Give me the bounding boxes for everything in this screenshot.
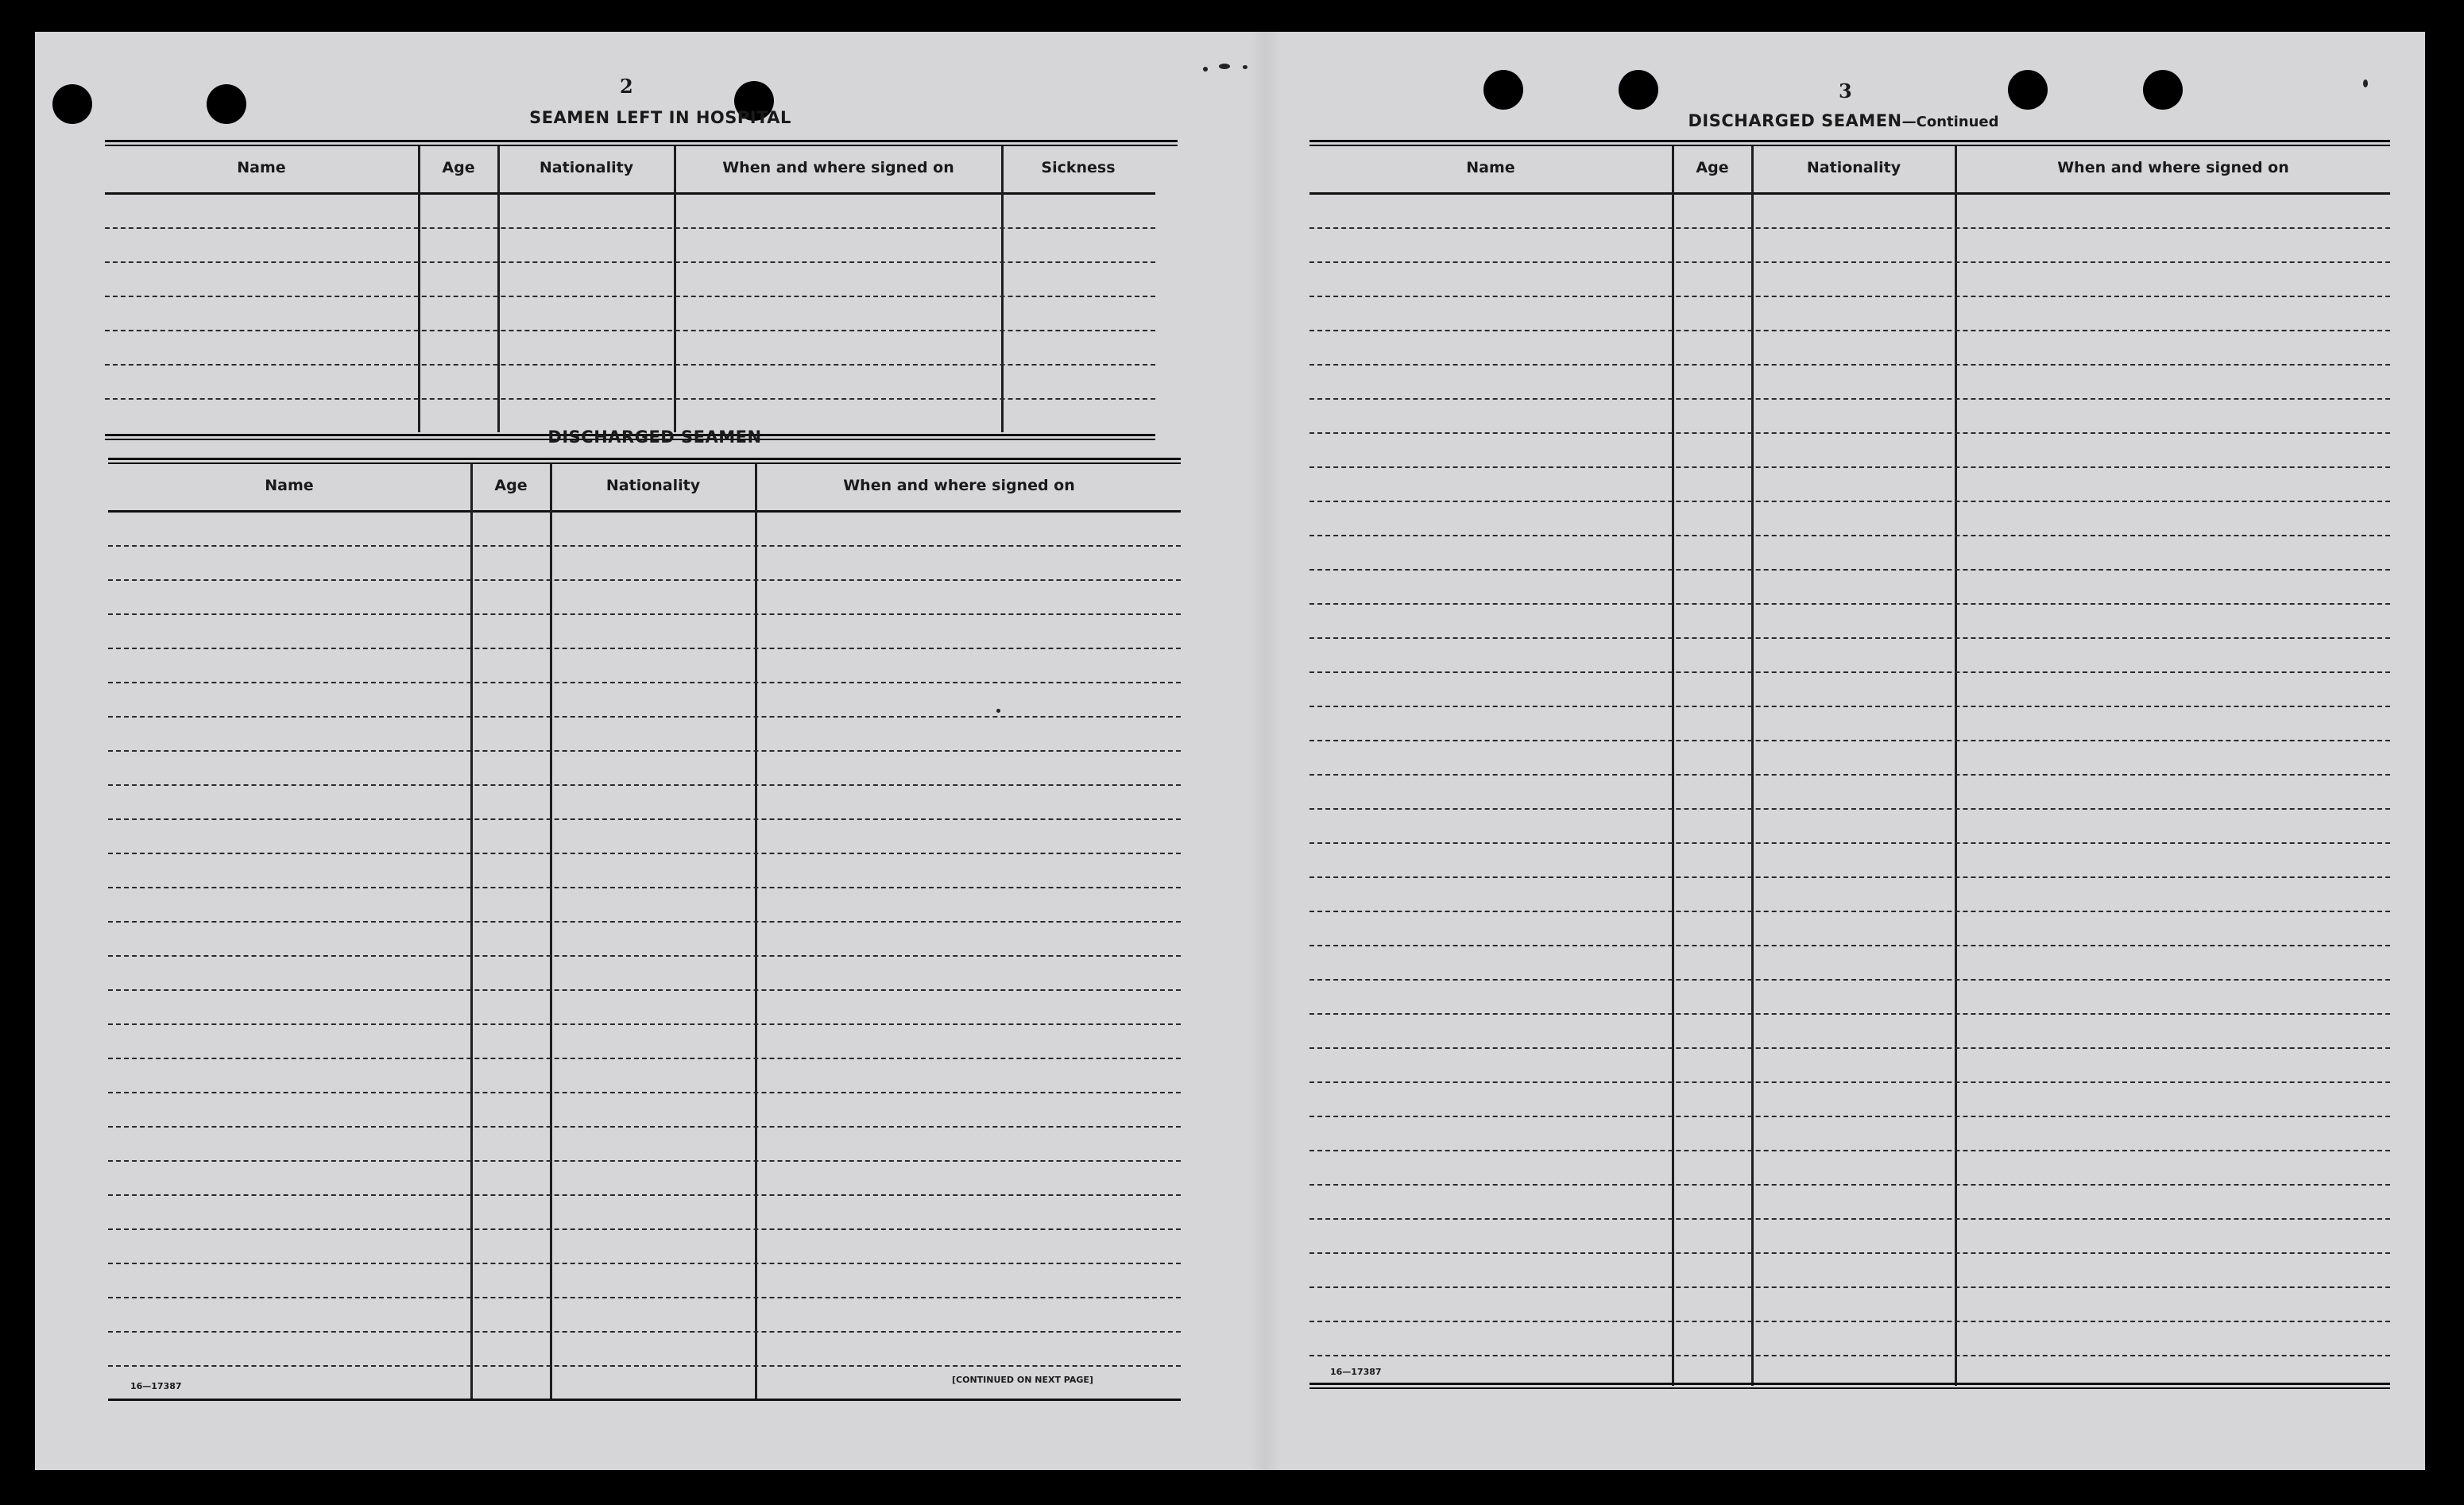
- discharged-section-title: DISCHARGED SEAMEN: [547, 428, 762, 447]
- continued-bottom-rule: [1309, 1383, 2390, 1385]
- table-row: [108, 648, 1181, 649]
- table-row: [108, 955, 1181, 957]
- continued-col-age: Age: [1696, 159, 1729, 176]
- table-row: [1309, 466, 2390, 468]
- table-row: [1309, 1047, 2390, 1049]
- table-row: [105, 364, 1155, 366]
- table-row: [108, 579, 1181, 581]
- column-divider: [755, 464, 757, 1399]
- hospital-col-age: Age: [442, 159, 475, 176]
- table-row: [1309, 979, 2390, 981]
- table-row: [108, 750, 1181, 752]
- continued-header-rule: [1309, 192, 2390, 195]
- table-row: [1309, 945, 2390, 946]
- column-divider: [674, 146, 676, 432]
- discharged-col-name: Name: [265, 477, 314, 494]
- table-row: [1309, 501, 2390, 502]
- table-row: [1309, 808, 2390, 810]
- punch-hole: [52, 84, 92, 124]
- punch-hole: [207, 84, 246, 124]
- hospital-section-title: SEAMEN LEFT IN HOSPITAL: [529, 108, 791, 127]
- table-row: [1309, 364, 2390, 366]
- speck: [1219, 64, 1230, 69]
- hospital-top-rule: [105, 145, 1178, 146]
- table-row: [1309, 296, 2390, 297]
- table-row: [108, 1023, 1181, 1025]
- table-row: [1309, 1184, 2390, 1186]
- continued-note: [CONTINUED ON NEXT PAGE]: [952, 1375, 1093, 1385]
- discharged-col-signed-on: When and where signed on: [843, 477, 1075, 494]
- continued-col-nationality: Nationality: [1806, 159, 1901, 176]
- table-row: [1309, 1218, 2390, 1220]
- hospital-col-name: Name: [237, 159, 286, 176]
- column-divider: [418, 146, 420, 432]
- punch-hole: [2008, 70, 2048, 110]
- discharged-col-age: Age: [494, 477, 528, 494]
- column-divider: [1001, 146, 1004, 432]
- punch-hole: [1483, 70, 1523, 110]
- continued-top-rule: [1309, 145, 2390, 146]
- punch-hole: [1619, 70, 1658, 110]
- hospital-top-rule: [105, 140, 1178, 142]
- punch-hole: [2143, 70, 2183, 110]
- page-number-right: 3: [1839, 79, 1852, 103]
- table-row: [108, 1297, 1181, 1298]
- table-row: [1309, 398, 2390, 400]
- hospital-col-nationality: Nationality: [539, 159, 634, 176]
- center-fold: [1249, 32, 1281, 1470]
- column-divider: [1672, 146, 1674, 1386]
- table-row: [108, 545, 1181, 547]
- table-row: [1309, 535, 2390, 536]
- discharged-header-rule: [108, 510, 1181, 513]
- speck: [2363, 79, 2368, 87]
- table-row: [1309, 1355, 2390, 1356]
- table-row: [1309, 842, 2390, 844]
- table-row: [108, 1263, 1181, 1264]
- table-row: [108, 921, 1181, 923]
- table-row: [1309, 1252, 2390, 1254]
- column-divider: [497, 146, 500, 432]
- table-row: [105, 261, 1155, 263]
- table-row: [1309, 1081, 2390, 1083]
- table-row: [108, 1194, 1181, 1196]
- form-code-right: 16—17387: [1330, 1367, 1382, 1377]
- table-row: [1309, 261, 2390, 263]
- continued-col-name: Name: [1466, 159, 1515, 176]
- table-row: [105, 296, 1155, 297]
- table-row: [1309, 1013, 2390, 1015]
- table-row: [108, 853, 1181, 854]
- column-divider: [1955, 146, 1957, 1386]
- table-row: [1309, 1150, 2390, 1151]
- speck: [1203, 67, 1208, 72]
- table-row: [108, 1092, 1181, 1093]
- table-row: [105, 398, 1155, 400]
- table-row: [108, 989, 1181, 991]
- discharged-top-rule: [108, 462, 1181, 464]
- table-row: [1309, 671, 2390, 673]
- hospital-col-sickness: Sickness: [1041, 159, 1116, 176]
- table-row: [108, 818, 1181, 820]
- column-divider: [550, 464, 552, 1399]
- table-row: [1309, 740, 2390, 741]
- table-row: [108, 613, 1181, 615]
- document-sheet: [35, 32, 2425, 1470]
- table-row: [1309, 1116, 2390, 1117]
- table-row: [1309, 637, 2390, 639]
- continued-bottom-rule: [1309, 1387, 2390, 1389]
- table-row: [108, 887, 1181, 888]
- discharged-continued-title: DISCHARGED SEAMEN—Continued: [1688, 111, 1999, 130]
- table-row: [108, 682, 1181, 683]
- column-divider: [470, 464, 473, 1399]
- discharged-col-nationality: Nationality: [605, 477, 701, 494]
- table-row: [1309, 1286, 2390, 1288]
- table-row: [108, 1331, 1181, 1333]
- discharged-bottom-rule: [108, 1399, 1181, 1401]
- table-row: [108, 1228, 1181, 1230]
- speck: [996, 709, 1000, 713]
- table-row: [1309, 432, 2390, 434]
- column-divider: [1751, 146, 1754, 1386]
- table-row: [1309, 706, 2390, 707]
- table-row: [1309, 330, 2390, 331]
- table-row: [108, 1160, 1181, 1162]
- table-row: [1309, 569, 2390, 571]
- table-row: [108, 716, 1181, 718]
- form-code-left: 16—17387: [130, 1381, 182, 1391]
- continued-top-rule: [1309, 140, 2390, 142]
- table-row: [1309, 876, 2390, 878]
- table-row: [1309, 911, 2390, 912]
- table-row: [108, 1126, 1181, 1128]
- table-row: [1309, 774, 2390, 776]
- table-row: [1309, 1321, 2390, 1322]
- continued-col-signed-on: When and where signed on: [2057, 159, 2289, 176]
- hospital-header-rule: [105, 192, 1155, 195]
- table-row: [108, 1365, 1181, 1367]
- discharged-top-rule: [108, 458, 1181, 460]
- speck: [1243, 65, 1247, 69]
- hospital-col-signed-on: When and where signed on: [722, 159, 954, 176]
- table-row: [1309, 603, 2390, 605]
- table-row: [105, 227, 1155, 229]
- page-number-left: 2: [620, 75, 633, 98]
- table-row: [1309, 227, 2390, 229]
- table-row: [108, 1058, 1181, 1059]
- table-row: [108, 784, 1181, 786]
- table-row: [105, 330, 1155, 331]
